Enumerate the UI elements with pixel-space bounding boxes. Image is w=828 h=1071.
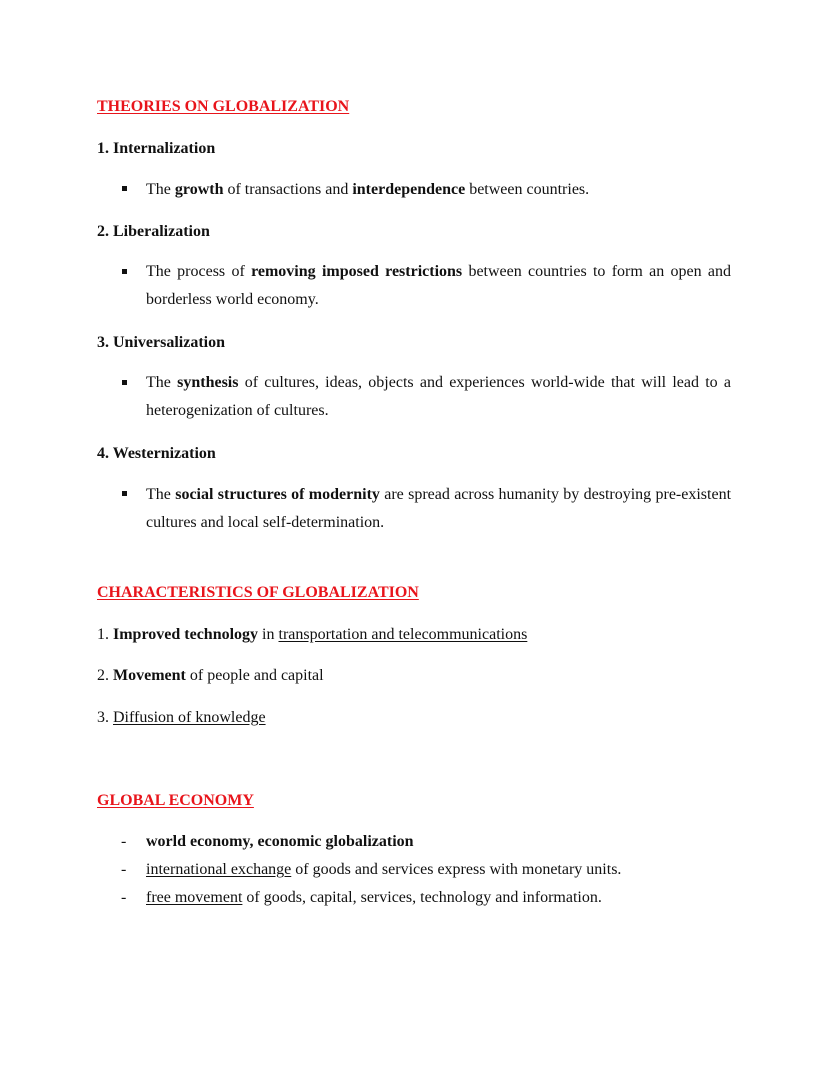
theory-bullet-universalization: The synthesis of cultures, ideas, objects and experiences world-wide that will lead to a heterogenization of cultures. bbox=[146, 374, 732, 419]
square-bullet-icon bbox=[122, 269, 127, 274]
characteristic-item-movement: 2. Movement of people and capital bbox=[97, 667, 324, 684]
economy-item-international-exchange: international exchange of goods and services express with monetary units. bbox=[146, 861, 622, 878]
characteristics-heading: CHARACTERISTICS OF GLOBALIZATION bbox=[97, 584, 419, 601]
theory-bullet-westernization: The social structures of modernity are spread across humanity by destroying pre-existent cultures and local self-determination. bbox=[146, 486, 732, 531]
economy-item-free-movement: free movement of goods, capital, services, technology and information. bbox=[146, 889, 602, 906]
dash-bullet-icon: - bbox=[121, 833, 127, 850]
square-bullet-icon bbox=[122, 380, 127, 385]
theory-bullet-internalization: The growth of transactions and interdependence between countries. bbox=[146, 181, 590, 198]
square-bullet-icon bbox=[122, 491, 127, 496]
characteristic-item-diffusion: 3. Diffusion of knowledge bbox=[97, 709, 266, 726]
economy-item-world-economy: world economy, economic globalization bbox=[146, 833, 414, 850]
theory-bullet-liberalization: The process of removing imposed restrictions between countries to form an open and borderless world economy. bbox=[146, 263, 732, 308]
theory-title-westernization: 4. Westernization bbox=[97, 445, 216, 462]
global-economy-heading: GLOBAL ECONOMY bbox=[97, 792, 254, 809]
square-bullet-icon bbox=[122, 186, 127, 191]
theory-title-liberalization: 2. Liberalization bbox=[97, 223, 210, 240]
dash-bullet-icon: - bbox=[121, 889, 127, 906]
theories-heading: THEORIES ON GLOBALIZATION bbox=[97, 98, 350, 115]
theory-title-internalization: 1. Internalization bbox=[97, 140, 216, 157]
dash-bullet-icon: - bbox=[121, 861, 127, 878]
characteristic-item-technology: 1. Improved technology in transportation and telecommunications bbox=[97, 626, 528, 643]
theory-title-universalization: 3. Universalization bbox=[97, 334, 225, 351]
